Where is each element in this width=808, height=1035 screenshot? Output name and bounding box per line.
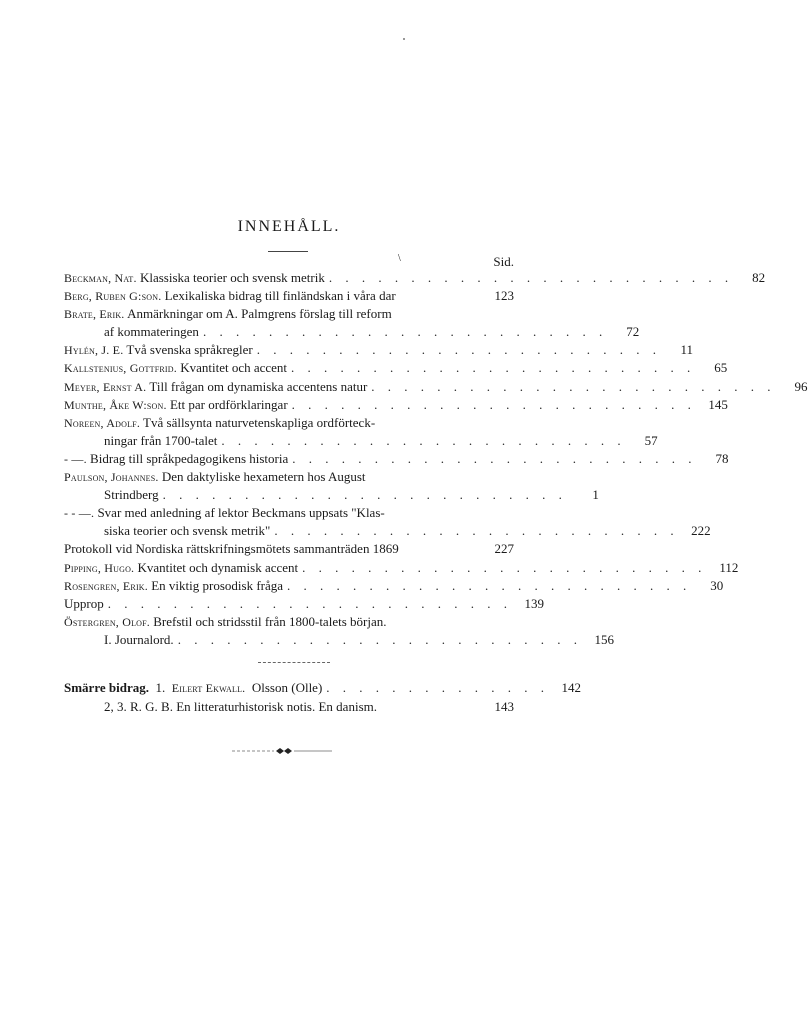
dot-leader: . . . . . . . . . . . . . . . . . . . . . . . . . [287, 577, 692, 593]
toc-entry [64, 287, 514, 305]
entry-title: Protokoll vid Nordiska rättskrifningsmötets sammanträden 1869 [64, 541, 399, 557]
entry-title: Kvantitet och accent [180, 360, 288, 376]
entry-title: Klassiska teorier och svensk metrik [139, 270, 325, 285]
entry-title: Till frågan om dynamiska accentens natur [149, 378, 368, 394]
entry-title: Svar med anledning af lektor Beckmans uppsats "Klas- [97, 505, 385, 521]
entry-title: Två sällsynta naturvetenskapliga ordförteck- [143, 414, 376, 430]
toc-entry [64, 269, 766, 287]
page-number: 82 [752, 270, 766, 285]
ornament [232, 745, 332, 757]
dot-leader: . . . . . . . . . . . . . . . . . . . . . . . . . [202, 324, 608, 340]
smaller-heading: Smärre bidrag. [64, 680, 149, 695]
page-number: 78 [715, 450, 729, 466]
entry-title: Kvantitet och dynamisk accent [137, 559, 299, 575]
dot-leader: . . . . . . . . . . . . . . . . . . . . . . . . . [274, 523, 679, 539]
entry-title: Strindberg [104, 487, 159, 503]
page-number: 72 [626, 324, 640, 340]
toc-entry [64, 414, 514, 432]
page-number: 143 [494, 699, 514, 714]
page-number: 123 [494, 288, 514, 304]
smaller-line-2-text: 2, 3. R. G. B. En litteraturhistorisk notis. En danism. [104, 699, 377, 714]
dot-leader: . . . . . . . . . . . . . . . . . . . . . . . . . [292, 450, 697, 466]
page-number: 11 [680, 342, 694, 358]
page-number: 222 [691, 523, 711, 539]
entry-author: - - —. [64, 506, 95, 521]
smaller-title: Olsson (Olle) [251, 680, 323, 695]
entry-title: Upprop [64, 595, 104, 611]
title-rule [268, 251, 308, 252]
dot-leader: . . . . . . . . . . . . . . . . . . . . . . . . . [371, 378, 776, 394]
entry-author: Paulson, Johannes. [64, 470, 159, 485]
dot-leader: . . . . . . . . . . . . . . . . . . . . . . . . . [162, 487, 567, 503]
page-number: 156 [594, 631, 614, 647]
page-number: 96 [794, 378, 808, 394]
dot-leader: . . . . . . . . . . . . . . . . . . . . . . . . . [328, 270, 734, 285]
entry-author: Meyer, Ernst A. [64, 379, 147, 394]
toc-entry [64, 341, 694, 359]
smaller-contributions [64, 679, 582, 717]
entry-title: ningar från 1700-talet [104, 432, 218, 448]
toc-entry [64, 359, 728, 377]
dot-leader: . . . . . . . . . . . . . . . . . . . . . . . . . [221, 432, 626, 448]
page-number: 65 [714, 360, 728, 376]
entry-title: Den daktyliske hexametern hos August [161, 469, 366, 485]
toc-entry [64, 396, 728, 414]
entry-title: Lexikaliska bidrag till finländskan i våra dar [164, 288, 396, 304]
stray-mark: \ [398, 253, 401, 264]
entry-title: Brefstil och stridsstil från 1800-talets början. [153, 613, 387, 629]
toc-entry [64, 486, 599, 504]
page-number: 30 [710, 577, 724, 593]
table-of-contents [64, 269, 808, 649]
entry-author: Berg, Ruben G:son. [64, 289, 162, 304]
page-number: 112 [719, 559, 739, 575]
smaller-line-2 [64, 698, 514, 717]
toc-entry [64, 613, 514, 631]
entry-author: Kallstenius, Gottfrid. [64, 361, 177, 376]
entry-author: - —. [64, 451, 87, 466]
entry-author: Brate, Erik. [64, 307, 125, 322]
page-number: 57 [644, 432, 658, 448]
section-divider [258, 662, 330, 663]
entry-title: Ett par ordförklaringar [169, 396, 288, 412]
toc-entry [64, 323, 640, 341]
smaller-line-1 [64, 679, 582, 698]
dot-leader: . . . . . . . . . . . . . . . . . . . . . . . . . [291, 360, 696, 376]
dot-leader: . . . . . . . . . . . . . . . . . . . . . . . . . [107, 595, 512, 611]
toc-entry [64, 468, 514, 486]
dot-leader: . . . . . . . . . . . . . . . . . . . . . . . . . [256, 342, 662, 358]
entry-title: Anmärkningar om A. Palmgrens förslag till reform [127, 306, 392, 322]
toc-entry [64, 631, 614, 649]
entry-title: af kommateringen [104, 324, 199, 340]
page-number: 139 [524, 595, 544, 611]
toc-entry [64, 540, 514, 558]
smaller-author: Eilert Ekwall. [171, 681, 246, 695]
dot-leader: . . . . . . . . . . . . . . . . . . . . . . . . . [177, 631, 582, 647]
toc-entry [64, 305, 514, 323]
toc-entry [64, 559, 739, 577]
toc-entry [64, 522, 711, 540]
entry-author: Östergren, Olof. [64, 614, 150, 629]
entry-author: Hylén, J. E. [64, 343, 124, 358]
toc-entry [64, 378, 808, 396]
entry-title: Bidrag till språkpedagogikens historia [90, 450, 289, 466]
entry-author: Munthe, Åke W:son. [64, 397, 167, 412]
page-column-label: Sid. [493, 254, 514, 269]
toc-entry [64, 577, 724, 595]
page-number: 145 [708, 396, 728, 412]
entry-title: En viktig prosodisk fråga [151, 577, 284, 593]
entry-title: I. Journalord. [104, 631, 174, 647]
dot-leader: . . . . . . . . . . . . . . . . . . . . . . . . . [291, 396, 696, 412]
page-number: 142 [561, 680, 582, 695]
toc-entry [64, 595, 544, 613]
entry-title: siska teorier och svensk metrik" [104, 523, 271, 539]
entry-author: Pipping, Hugo. [64, 560, 135, 575]
page-number: 1 [592, 487, 599, 503]
toc-entry [64, 504, 514, 522]
paper-speck [403, 38, 405, 40]
toc-entry [64, 432, 658, 450]
entry-author: Noreen, Adolf. [64, 415, 141, 430]
dot-leader: . . . . . . . . . . . . . . [326, 680, 550, 695]
page-number: 227 [494, 541, 514, 557]
smaller-num: 1. [155, 680, 166, 695]
entry-author: Rosengren, Erik. [64, 578, 148, 593]
toc-entry [64, 450, 729, 468]
dot-leader: . . . . . . . . . . . . . . . . . . . . . . . . . [302, 559, 707, 575]
page-title: INNEHÅLL. [237, 218, 341, 235]
entry-author: Beckman, Nat. [64, 271, 137, 285]
entry-title: Två svenska språkregler [126, 342, 253, 358]
